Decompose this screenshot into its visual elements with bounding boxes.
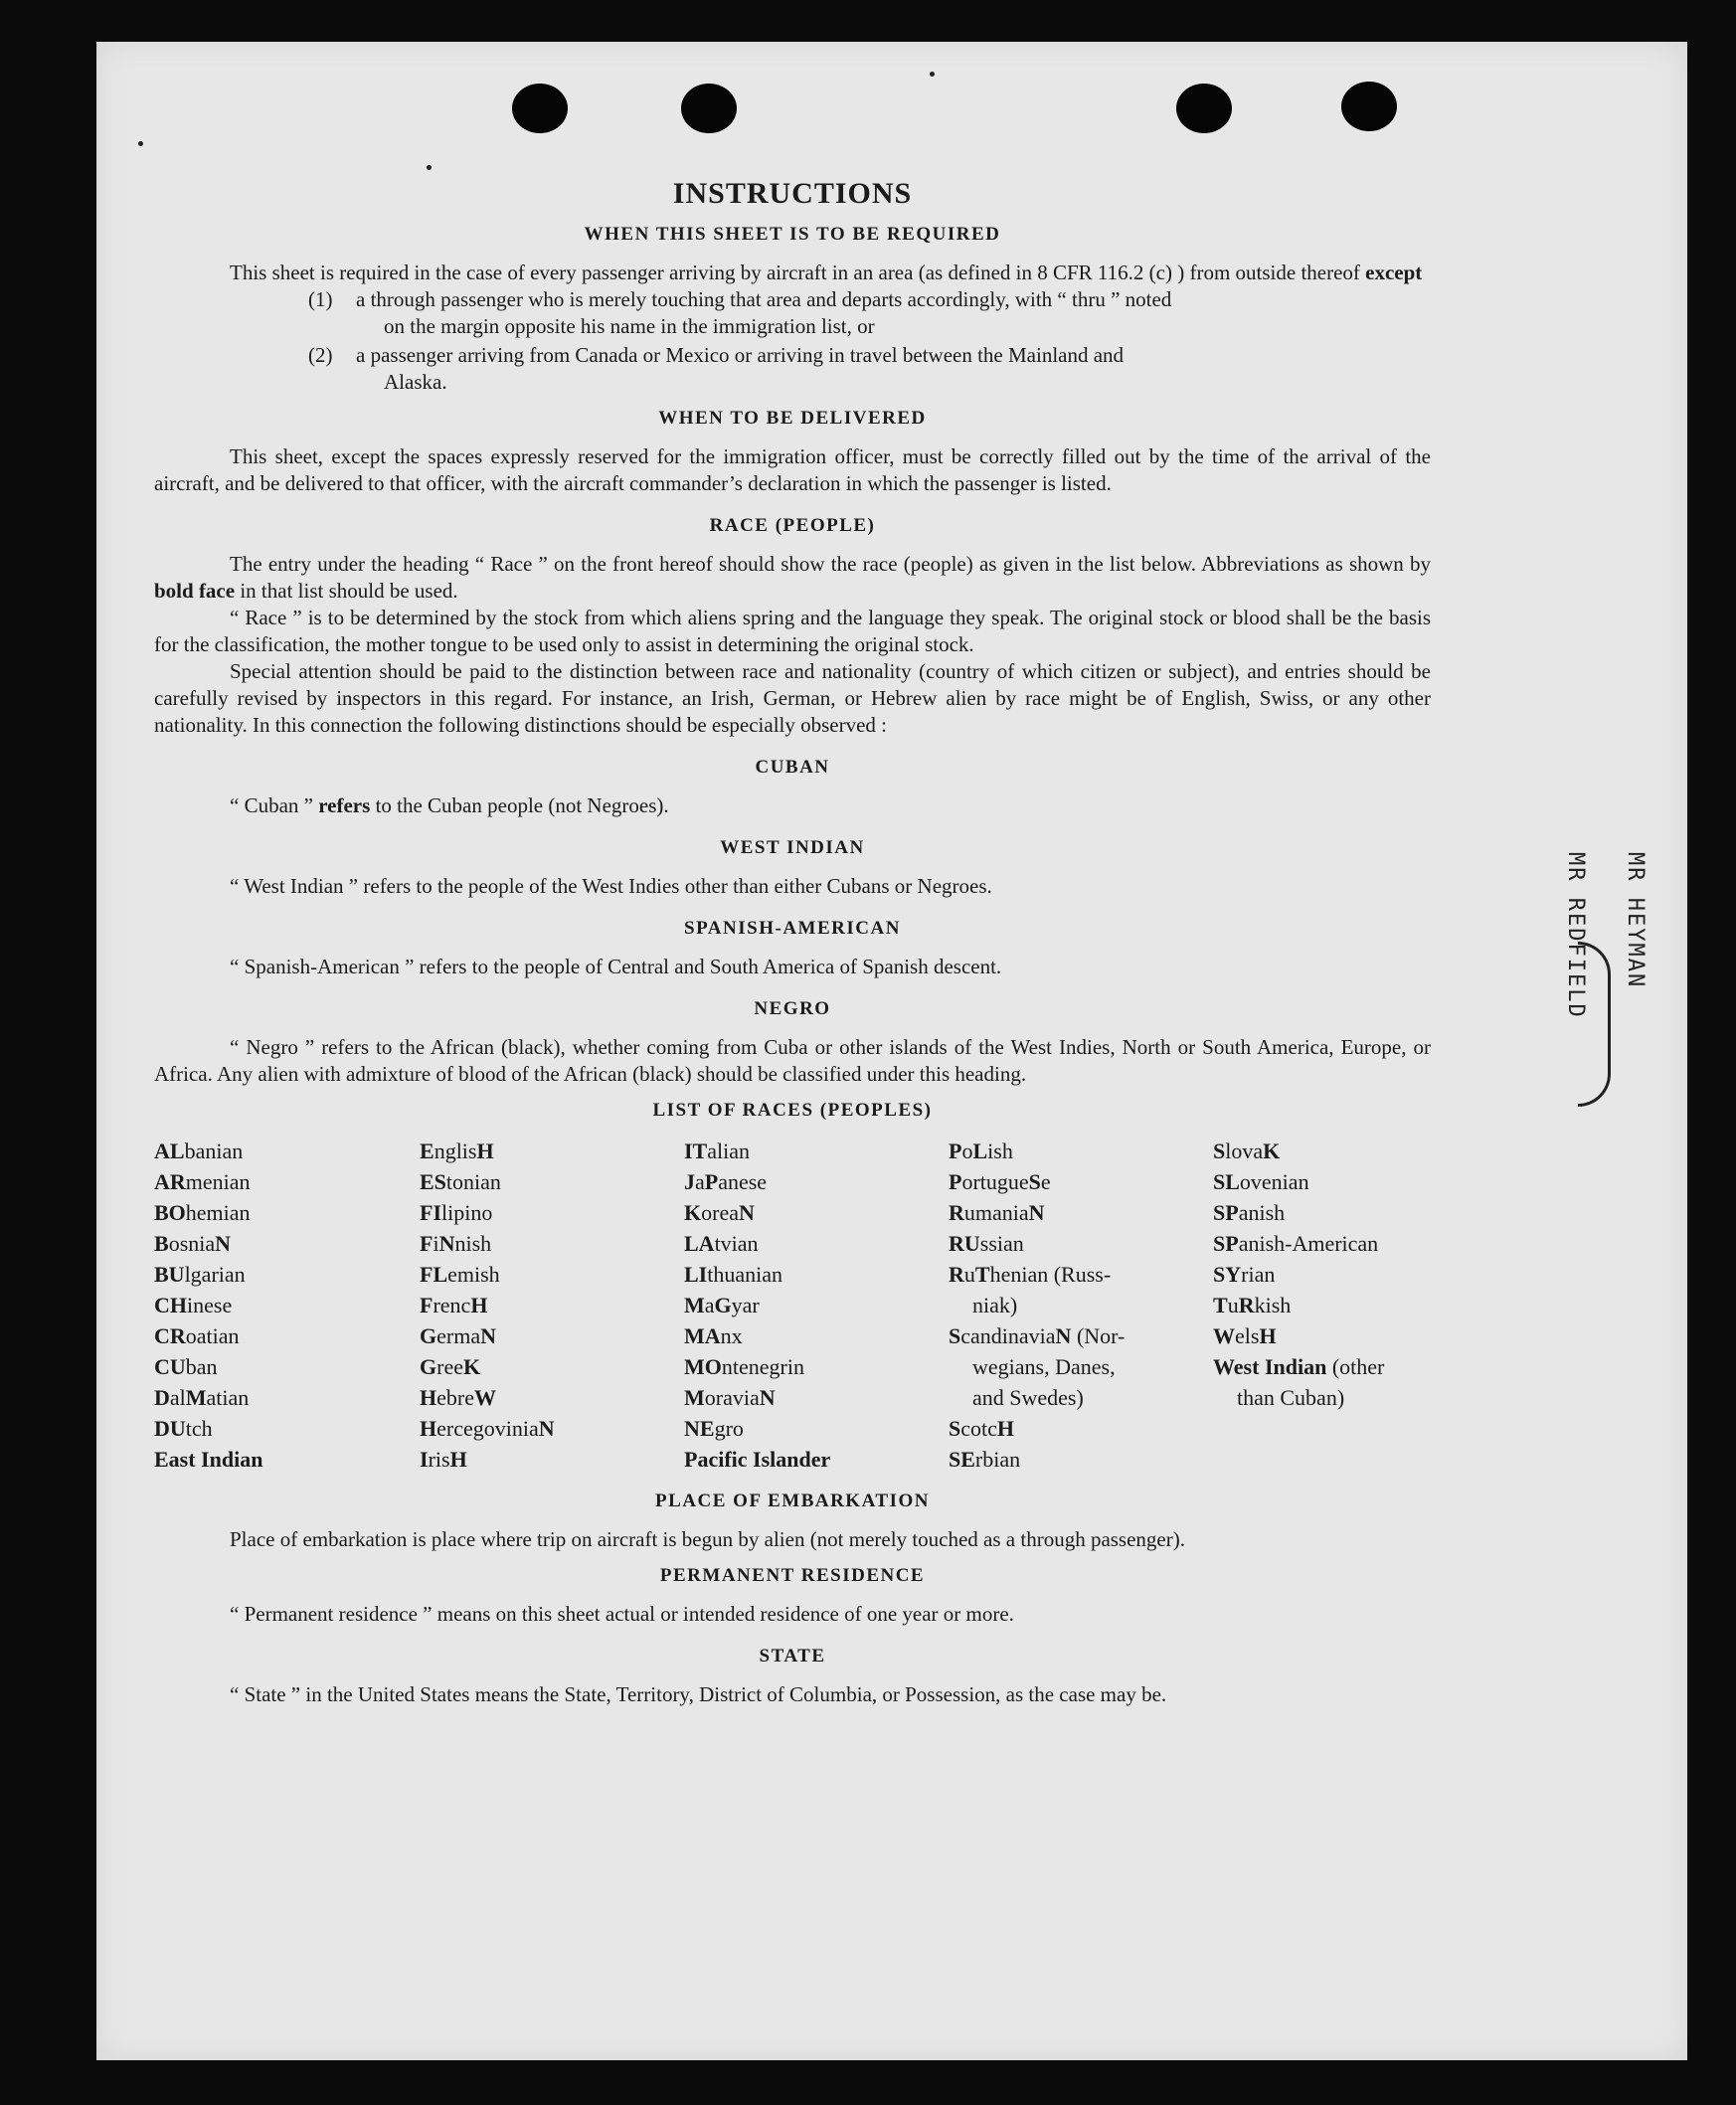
race-abbreviation: H [470,1293,488,1317]
race-abbreviation: S [1213,1139,1226,1163]
race-entry [684,1166,949,1197]
punch-hole [681,84,737,133]
race-abbreviation: N [480,1323,496,1348]
race-entry [420,1413,684,1444]
race-entry [949,1413,1213,1444]
race-abbreviation: LI [684,1262,708,1287]
race-text: u [963,1262,975,1287]
race-text: henian (Russ- [989,1262,1112,1287]
race-entry [1213,1320,1431,1351]
race-entry [1213,1197,1431,1228]
race-text: ris [428,1447,450,1472]
race-column [684,1136,949,1475]
race-text: ovenian [1239,1169,1309,1194]
race-entry [949,1351,1213,1382]
race-text: candinavia [960,1323,1056,1348]
race-entry [1213,1290,1431,1320]
race-entry [154,1228,420,1259]
race-text: orea [701,1200,739,1225]
race-text: and Swedes) [972,1385,1084,1410]
race-text: tvian [714,1231,759,1256]
race-abbreviation: SY [1213,1262,1242,1287]
race-abbreviation: P [949,1139,962,1163]
race-abbreviation: K [1263,1139,1281,1163]
race-entry [154,1413,420,1444]
race-entry [949,1444,1213,1475]
clause-line: on the margin opposite his name in the immigration list, or [384,314,875,338]
race-text: niak) [972,1293,1018,1317]
clause-line: Alaska. [384,370,447,394]
race-text: ntenegrin [721,1354,804,1379]
race-abbreviation: DU [154,1416,186,1441]
section-heading: SPANISH-AMERICAN [684,918,901,939]
race-entry [1213,1259,1431,1290]
race-abbreviation: Pacific Islander [684,1447,831,1472]
race-abbreviation: H [996,1416,1015,1441]
race-abbreviation: N [738,1200,755,1225]
section-heading: STATE [759,1646,826,1666]
race-text: nish [454,1231,492,1256]
race-abbreviation: S [1028,1169,1041,1194]
race-abbreviation: N [215,1231,232,1256]
race-text: anese [718,1169,768,1194]
race-text: u [1227,1293,1239,1317]
paragraph: Place of embarkation is place where trip on aircraft is begun by alien (not merely touched as a through passenger). [230,1527,1185,1551]
race-abbreviation: H [449,1447,467,1472]
section-heading: WEST INDIAN [720,837,865,858]
race-abbreviation: S [949,1323,961,1348]
punch-hole [1341,82,1397,131]
race-entry [420,1166,684,1197]
clause-number: (2) [308,343,333,367]
race-text: oatian [185,1323,240,1348]
race-entry [949,1197,1213,1228]
race-abbreviation: K [684,1200,702,1225]
race-entry [949,1166,1213,1197]
speck [930,72,935,77]
race-abbreviation: M [185,1385,207,1410]
race-text: inese [187,1293,233,1317]
race-column [949,1136,1213,1475]
race-text: yar [731,1293,760,1317]
race-entry [949,1228,1213,1259]
page-title: INSTRUCTIONS [672,177,913,210]
race-text: oravia [704,1385,760,1410]
race-entry [949,1320,1213,1351]
race-abbreviation: R [949,1262,964,1287]
race-abbreviation: B [154,1231,169,1256]
paragraph-text: “ Cuban ” [230,793,313,817]
race-abbreviation: D [154,1385,170,1410]
race-entry [684,1382,949,1413]
paragraph: “ Permanent residence ” means on this sheet actual or intended residence of one year or more. [230,1602,1014,1626]
race-column [1213,1136,1431,1475]
handwritten-note: MR HEYMAN [1623,852,1648,989]
race-entry [1213,1228,1431,1259]
race-abbreviation: NE [684,1416,715,1441]
race-abbreviation: P [704,1169,719,1194]
race-abbreviation: N [538,1416,555,1441]
clause-number: (1) [308,287,333,311]
race-text: osnia [168,1231,216,1256]
race-abbreviation: I [420,1447,429,1472]
race-entry [420,1351,684,1382]
race-text: erma [436,1323,481,1348]
race-abbreviation: FI [420,1200,441,1225]
race-entry [684,1413,949,1444]
clause-line: a passenger arriving from Canada or Mexico or arriving in travel between the Mainland and [356,343,1125,367]
race-abbreviation: G [420,1323,437,1348]
race-entry [420,1197,684,1228]
race-abbreviation: N [438,1231,455,1256]
race-entry [684,1290,949,1320]
race-text: ban [185,1354,218,1379]
race-entry [1213,1136,1431,1166]
emphasis-text: bold face [154,579,236,603]
clause-text [356,286,1431,340]
section-heading: PERMANENT RESIDENCE [659,1565,926,1586]
race-abbreviation: H [420,1385,437,1410]
race-abbreviation: RU [949,1231,980,1256]
section-heading: WHEN TO BE DELIVERED [658,408,927,429]
race-abbreviation: CR [154,1323,186,1348]
race-entry [684,1351,949,1382]
paragraph: “ State ” in the United States means the State, Territory, District of Columbia, or Possession, as the case may be. [230,1682,1167,1706]
paragraph: Special attention should be paid to the distinction between race and nationality (country of which citizen or subject), and entries should be carefully revised by inspectors in this regard. For instance, an Irish, German, or Hebrew alien by race might be of English, Swiss, or any other nationality. In this connection the following distinctions should be especially observed : [154,659,1431,737]
race-abbreviation: J [684,1169,695,1194]
race-abbreviation: BO [154,1200,186,1225]
clause-line: a through passenger who is merely touching that area and departs accordingly, with “ thru ” noted [356,287,1172,311]
race-entry [420,1382,684,1413]
race-text: lipino [441,1200,493,1225]
race-text: anish [1238,1200,1286,1225]
race-text: e [1040,1169,1051,1194]
race-entry [949,1136,1213,1166]
race-abbreviation: N [1055,1323,1072,1348]
race-abbreviation: S [949,1416,961,1441]
race-abbreviation: F [420,1231,434,1256]
race-entry [420,1259,684,1290]
race-text: tch [185,1416,213,1441]
race-abbreviation: MO [684,1354,722,1379]
race-text: alian [707,1139,751,1163]
race-text: lgarian [184,1262,246,1287]
race-text: ish [987,1139,1013,1163]
emphasis-text: except [1365,261,1423,284]
paragraph: “ West Indian ” refers to the people of the West Indies other than either Cubans or Negroes. [230,874,992,898]
section-heading: PLACE OF EMBARKATION [655,1491,930,1511]
race-text: hemian [185,1200,251,1225]
paragraph: “ Negro ” refers to the African (black), whether coming from Cuba or other islands of the West Indies, North or South America, Europe, or Africa. Any alien with admixture of blood of the African (black) should be classified under this heading. [154,1035,1431,1086]
race-text: kish [1254,1293,1292,1317]
race-abbreviation: P [949,1169,962,1194]
race-entry [154,1320,420,1351]
instructions-content [154,132,1431,1708]
paragraph [154,260,1431,286]
race-abbreviation: H [476,1139,494,1163]
race-abbreviation: W [473,1385,496,1410]
race-text: rbian [974,1447,1021,1472]
race-text: a [704,1293,715,1317]
race-entry [154,1444,420,1475]
race-text: than Cuban) [1237,1385,1345,1410]
race-text: a [695,1169,705,1194]
race-entry [684,1136,949,1166]
race-abbreviation: East Indian [154,1447,263,1472]
race-text: al [169,1385,186,1410]
race-text: tonian [445,1169,501,1194]
race-abbreviation: ES [420,1169,446,1194]
race-text: ssian [979,1231,1024,1256]
race-entry [1213,1351,1431,1382]
race-entry [154,1382,420,1413]
race-entry [684,1320,949,1351]
race-abbreviation: SP [1213,1200,1239,1225]
race-abbreviation: E [420,1139,434,1163]
race-text: els [1235,1323,1260,1348]
race-entry [154,1136,420,1166]
race-text: atian [206,1385,250,1410]
race-text: (other [1326,1354,1385,1379]
race-abbreviation: CH [154,1293,187,1317]
race-entry [684,1197,949,1228]
paragraph: “ Spanish-American ” refers to the people of Central and South America of Spanish descent. [230,955,1002,978]
race-abbreviation: N [759,1385,776,1410]
race-text: ree [436,1354,463,1379]
race-entry [154,1259,420,1290]
clause-item [308,286,1431,340]
race-text: wegians, Danes, [972,1354,1116,1379]
clause-item [308,342,1431,396]
race-entry [154,1290,420,1320]
paragraph: This sheet, except the spaces expressly reserved for the immigration officer, must be correctly filled out by the time of the arrival of the aircraft, and be delivered to that officer, with the aircraft commander’s declaration in which the passenger is listed. [154,444,1431,495]
section-heading: CUBAN [755,757,830,778]
race-text: anish-American [1238,1231,1379,1256]
race-text: ercegovinia [436,1416,539,1441]
section-heading: RACE (PEOPLE) [709,515,876,536]
race-abbreviation: K [462,1354,481,1379]
race-text: emish [447,1262,500,1287]
handwritten-note: MR REDFIELD [1563,852,1588,1019]
race-text: umania [963,1200,1029,1225]
race-abbreviation: R [1238,1293,1255,1317]
race-abbreviation: FL [420,1262,448,1287]
race-entry [949,1259,1213,1290]
paragraph-text: to the Cuban people (not Negroes). [375,793,669,817]
race-text: nx [720,1323,743,1348]
race-entry [420,1290,684,1320]
race-text: ebre [436,1385,474,1410]
race-abbreviation: M [684,1385,705,1410]
race-abbreviation: T [974,1262,990,1287]
race-abbreviation: SL [1213,1169,1240,1194]
section-heading: LIST OF RACES (PEOPLES) [652,1100,933,1121]
race-entry [684,1228,949,1259]
race-text: (Nor- [1071,1323,1126,1348]
race-entry [154,1166,420,1197]
race-text: thuanian [707,1262,783,1287]
race-text: menian [185,1169,251,1194]
race-abbreviation: BU [154,1262,185,1287]
race-abbreviation: H [1259,1323,1277,1348]
section-heading: NEGRO [754,998,831,1019]
race-abbreviation: IT [684,1139,708,1163]
race-text: banian [184,1139,244,1163]
race-abbreviation: AR [154,1169,186,1194]
race-text: gro [714,1416,744,1441]
race-text: nglis [434,1139,477,1163]
race-abbreviation: L [972,1139,988,1163]
race-text: renc [433,1293,471,1317]
race-abbreviation: F [420,1293,434,1317]
race-entry [154,1197,420,1228]
clause-text [356,342,1431,396]
emphasis-text: refers [318,793,371,817]
paragraph: “ Race ” is to be determined by the stock from which aliens spring and the language they speak. The original stock or blood shall be the basis for the classification, the mother tongue to be used only to assist in determining the original stock. [154,606,1431,656]
race-abbreviation: SE [949,1447,975,1472]
race-abbreviation: M [684,1293,705,1317]
race-entry [420,1444,684,1475]
race-abbreviation: G [714,1293,732,1317]
race-entry [684,1444,949,1475]
punch-hole [512,84,568,133]
paragraph-text: in that list should be used. [240,579,458,603]
race-text: cotc [960,1416,997,1441]
race-entry [420,1228,684,1259]
race-entry [949,1382,1213,1413]
race-abbreviation: N [1028,1200,1045,1225]
race-entry [1213,1382,1431,1413]
race-abbreviation: LA [684,1231,715,1256]
paragraph-text: The entry under the heading “ Race ” on the front hereof should show the race (people) as given in the list below. Abbreviations as shown by [230,552,1431,576]
race-entry [949,1290,1213,1320]
race-abbreviation: MA [684,1323,721,1348]
race-entry [420,1320,684,1351]
race-abbreviation: W [1213,1323,1235,1348]
race-text: rian [1241,1262,1276,1287]
race-column [420,1136,684,1475]
race-text: o [961,1139,973,1163]
race-abbreviation: SP [1213,1231,1239,1256]
race-entry [1213,1166,1431,1197]
race-abbreviation: T [1213,1293,1228,1317]
race-abbreviation: West Indian [1213,1354,1327,1379]
race-abbreviation: AL [154,1139,185,1163]
race-text: ortugue [961,1169,1029,1194]
race-entry [684,1259,949,1290]
race-text: i [433,1231,439,1256]
race-text: lova [1225,1139,1264,1163]
paragraph-text: This sheet is required in the case of every passenger arriving by aircraft in an area (as defined in 8 CFR 116.2 (c) ) from outside thereof [230,261,1360,284]
paragraph [154,551,1431,605]
race-entry [420,1136,684,1166]
race-list [154,1136,1431,1475]
race-column [154,1136,420,1475]
speck [138,141,143,146]
race-abbreviation: CU [154,1354,186,1379]
punch-hole [1176,84,1232,133]
race-abbreviation: G [420,1354,437,1379]
paragraph [154,792,1431,819]
race-entry [154,1351,420,1382]
section-heading: WHEN THIS SHEET IS TO BE REQUIRED [584,224,1001,245]
race-abbreviation: R [949,1200,964,1225]
race-abbreviation: H [420,1416,437,1441]
